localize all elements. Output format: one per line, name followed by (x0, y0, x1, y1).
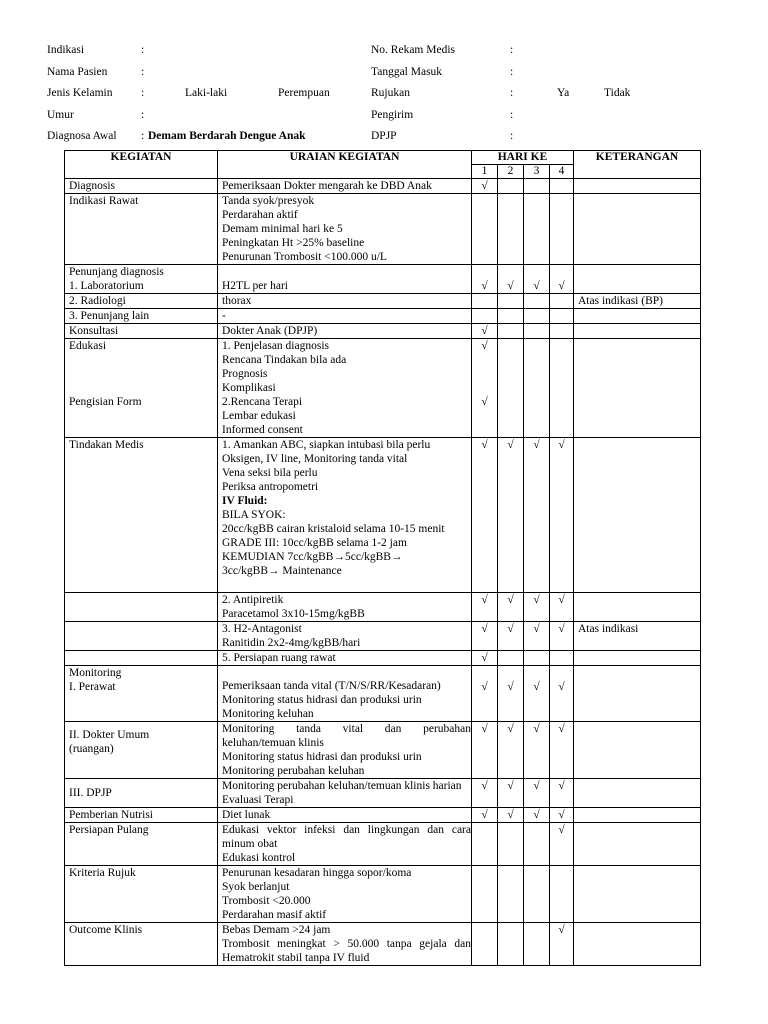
rujukan-option-ya: Ya (557, 87, 570, 99)
check-mark: √ (472, 593, 498, 622)
table-row-outcome-klinis (65, 923, 701, 966)
header-row-nama (47, 61, 727, 83)
diagnosa-awal-label: Diagnosa Awal (47, 130, 117, 142)
table-row-antipiretik (65, 593, 701, 622)
table-row-edukasi (65, 339, 701, 438)
kegiatan-indikasi-rawat: Indikasi Rawat (65, 194, 218, 265)
check-mark: √ (524, 722, 550, 779)
diagnosa-awal-colon: : (141, 130, 145, 142)
kegiatan-outcome-klinis: Outcome Klinis (65, 923, 218, 966)
table-row-monitoring-dpjp (65, 779, 701, 808)
uraian-laboratorium: H2TL per hari (218, 265, 472, 294)
check-mark: √ (550, 779, 574, 808)
check-mark: √ (550, 923, 574, 966)
check-mark: √ (472, 651, 498, 666)
gender-option-male: Laki-laki (185, 87, 228, 99)
uraian-tindakan-1: 1. Amankan ABC, siapkan intubasi bila perlu Oksigen, IV line, Monitoring tanda vital Vena seksi bila perlu Periksa antropometri IV Fluid: BILA SYOK: 20cc/kgBB cairan kristaloid selama 10-15 menit GRADE III: 10cc/kgBB selama 1-2 jam KEMUDIAN 7cc/kgBB→5cc/kgBB→ 3cc/kgBB→ Maintenance (218, 438, 472, 593)
kegiatan-nutrisi: Pemberian Nutrisi (65, 808, 218, 823)
check-mark: √ (550, 622, 574, 651)
rujukan-colon: : (510, 87, 514, 99)
day-4-header: 4 (550, 165, 574, 179)
table-row-indikasi-rawat (65, 194, 701, 265)
check-mark: √ (550, 808, 574, 823)
keterangan-h2-antagonist: Atas indikasi (574, 622, 701, 651)
check-mark: √ (498, 622, 524, 651)
check-mark: √ (472, 438, 498, 593)
kegiatan-kriteria-rujuk: Kriteria Rujuk (65, 866, 218, 923)
kegiatan-persiapan-pulang: Persiapan Pulang (65, 823, 218, 866)
kegiatan-radiologi: 2. Radiologi (65, 294, 218, 309)
check-mark: √ (524, 666, 550, 722)
jenis-kelamin-colon: : (141, 87, 145, 99)
table-row-monitoring-perawat (65, 666, 701, 722)
check-mark: √ (472, 324, 498, 339)
check-mark: √ (550, 823, 574, 866)
header-keterangan: KETERANGAN (574, 151, 701, 179)
tanggal-masuk-label: Tanggal Masuk (371, 65, 443, 78)
kegiatan-monitoring-dokter: II. Dokter Umum (ruangan) (65, 722, 218, 779)
table-row-laboratorium (65, 265, 701, 294)
check-mark: √ (498, 265, 524, 294)
uraian-indikasi-rawat: Tanda syok/presyok Perdarahan aktif Demam minimal hari ke 5 Peningkatan Ht >25% baseline Penurunan Trombosit <100.000 u/L (218, 194, 472, 265)
check-mark: √ (524, 779, 550, 808)
header-kegiatan: KEGIATAN (65, 151, 218, 179)
table-row-nutrisi (65, 808, 701, 823)
uraian-penunjang-lain: - (218, 309, 472, 324)
table-row-persiapan-pulang (65, 823, 701, 866)
umur-label: Umur (47, 108, 74, 121)
check-mark: √ (550, 593, 574, 622)
no-rekam-medis-label: No. Rekam Medis (371, 44, 456, 56)
indikasi-colon: : (141, 44, 145, 56)
keterangan-radiologi: Atas indikasi (BP) (574, 294, 701, 309)
uraian-monitoring-dpjp: Monitoring perubahan keluhan/temuan klinis harian Evaluasi Terapi (218, 779, 472, 808)
check-mark: √ (550, 438, 574, 593)
header-row-diagnosa (47, 125, 727, 147)
nama-pasien-label: Nama Pasien (47, 65, 108, 78)
table-row-persiapan-ruang (65, 651, 701, 666)
check-mark: √ (498, 593, 524, 622)
check-mark: √ (472, 666, 498, 722)
check-mark: √ (524, 593, 550, 622)
uraian-h2-antagonist: 3. H2-Antagonist Ranitidin 2x2-4mg/kgBB/hari (218, 622, 472, 651)
uraian-konsultasi: Dokter Anak (DPJP) (218, 324, 472, 339)
uraian-monitoring-perawat: Pemeriksaan tanda vital (T/N/S/RR/Kesadaran) Monitoring status hidrasi dan produksi urin Monitoring keluhan (218, 666, 472, 722)
check-mark: √ (481, 340, 488, 352)
day-3-header: 3 (524, 165, 550, 179)
umur-colon: : (141, 108, 145, 121)
uraian-antipiretik: 2. Antipiretik Paracetamol 3x10-15mg/kgBB (218, 593, 472, 622)
check-mark: √ (481, 396, 488, 408)
kegiatan-penunjang-lain: 3. Penunjang lain (65, 309, 218, 324)
diagnosa-awal-value: Demam Berdarah Dengue Anak (148, 130, 306, 142)
header-uraian: URAIAN KEGIATAN (218, 151, 472, 179)
dpjp-colon: : (510, 130, 514, 142)
gender-option-female: Perempuan (278, 87, 330, 99)
pengirim-label: Pengirim (371, 108, 414, 121)
rujukan-label: Rujukan (371, 87, 410, 99)
check-mark: √ (498, 779, 524, 808)
edukasi-checks-day1 (472, 339, 498, 438)
table-row-konsultasi (65, 324, 701, 339)
check-mark: √ (472, 779, 498, 808)
check-mark: √ (498, 666, 524, 722)
header-row-jenis-kelamin (47, 82, 727, 104)
uraian-radiologi: thorax (218, 294, 472, 309)
jenis-kelamin-label: Jenis Kelamin (47, 87, 113, 99)
arrow-right-icon: → (390, 551, 403, 563)
check-mark: √ (524, 808, 550, 823)
kegiatan-edukasi: Edukasi Pengisian Form (65, 339, 218, 438)
kegiatan-monitoring-perawat: Monitoring I. Perawat (65, 666, 218, 722)
nama-pasien-colon: : (141, 65, 145, 78)
uraian-nutrisi: Diet lunak (218, 808, 472, 823)
tanggal-masuk-colon: : (510, 65, 514, 78)
day-2-header: 2 (498, 165, 524, 179)
table-row-tindakan-medis (65, 438, 701, 593)
pengirim-colon: : (510, 108, 514, 121)
table-row-penunjang-lain (65, 309, 701, 324)
header-row-umur (47, 104, 727, 126)
dpjp-label: DPJP (371, 130, 397, 142)
uraian-monitoring-dokter: Monitoring tanda vital dan perubahan keluhan/temuan klinis Monitoring status hidrasi dan produksi urin Monitoring perubahan keluhan (218, 722, 472, 779)
check-mark: √ (472, 179, 498, 194)
check-mark: √ (498, 808, 524, 823)
table-row-h2-antagonist (65, 622, 701, 651)
uraian-edukasi: 1. Penjelasan diagnosis Rencana Tindakan bila ada Prognosis Komplikasi 2.Rencana Terapi Lembar edukasi Informed consent (218, 339, 472, 438)
kegiatan-pengisian-form: Pengisian Form (69, 396, 142, 408)
table-row-radiologi (65, 294, 701, 309)
check-mark: √ (472, 622, 498, 651)
form-header (47, 39, 727, 147)
clinical-pathway-table (64, 150, 701, 966)
uraian-persiapan-ruang: 5. Persiapan ruang rawat (218, 651, 472, 666)
check-mark: √ (524, 438, 550, 593)
table-row-monitoring-dokter (65, 722, 701, 779)
no-rekam-medis-colon: : (510, 44, 514, 56)
check-mark: √ (472, 808, 498, 823)
check-mark: √ (550, 666, 574, 722)
check-mark: √ (498, 722, 524, 779)
table-header-row (65, 151, 701, 165)
day-1-header: 1 (472, 165, 498, 179)
arrow-right-icon: → (333, 551, 345, 563)
table-row-kriteria-rujuk (65, 866, 701, 923)
check-mark: √ (472, 722, 498, 779)
kegiatan-penunjang-lab: Penunjang diagnosis 1. Laboratorium (65, 265, 218, 294)
indikasi-label: Indikasi (47, 44, 85, 56)
uraian-persiapan-pulang: Edukasi vektor infeksi dan lingkungan dan cara minum obat Edukasi kontrol (218, 823, 472, 866)
uraian-outcome-klinis: Bebas Demam >24 jam Trombosit meningkat > 50.000 tanpa gejala dan Hematrokit stabil tanpa IV fluid (218, 923, 472, 966)
check-mark: √ (498, 438, 524, 593)
header-row-indikasi (47, 39, 727, 61)
rujukan-option-tidak: Tidak (604, 87, 631, 99)
header-hari-ke: HARI KE (472, 151, 574, 165)
kegiatan-tindakan-medis: Tindakan Medis (65, 438, 218, 593)
check-mark: √ (550, 722, 574, 779)
check-mark: √ (524, 265, 550, 294)
kegiatan-monitoring-dpjp: III. DPJP (65, 779, 218, 808)
table-row-diagnosis (65, 179, 701, 194)
arrow-right-icon: → (268, 565, 280, 577)
check-mark: √ (524, 622, 550, 651)
check-mark: √ (472, 265, 498, 294)
kegiatan-diagnosis: Diagnosis (65, 179, 218, 194)
check-mark: √ (550, 265, 574, 294)
kegiatan-konsultasi: Konsultasi (65, 324, 218, 339)
uraian-kriteria-rujuk: Penurunan kesadaran hingga sopor/koma Syok berlanjut Trombosit <20.000 Perdarahan masif aktif (218, 866, 472, 923)
uraian-diagnosis: Pemeriksaan Dokter mengarah ke DBD Anak (218, 179, 472, 194)
